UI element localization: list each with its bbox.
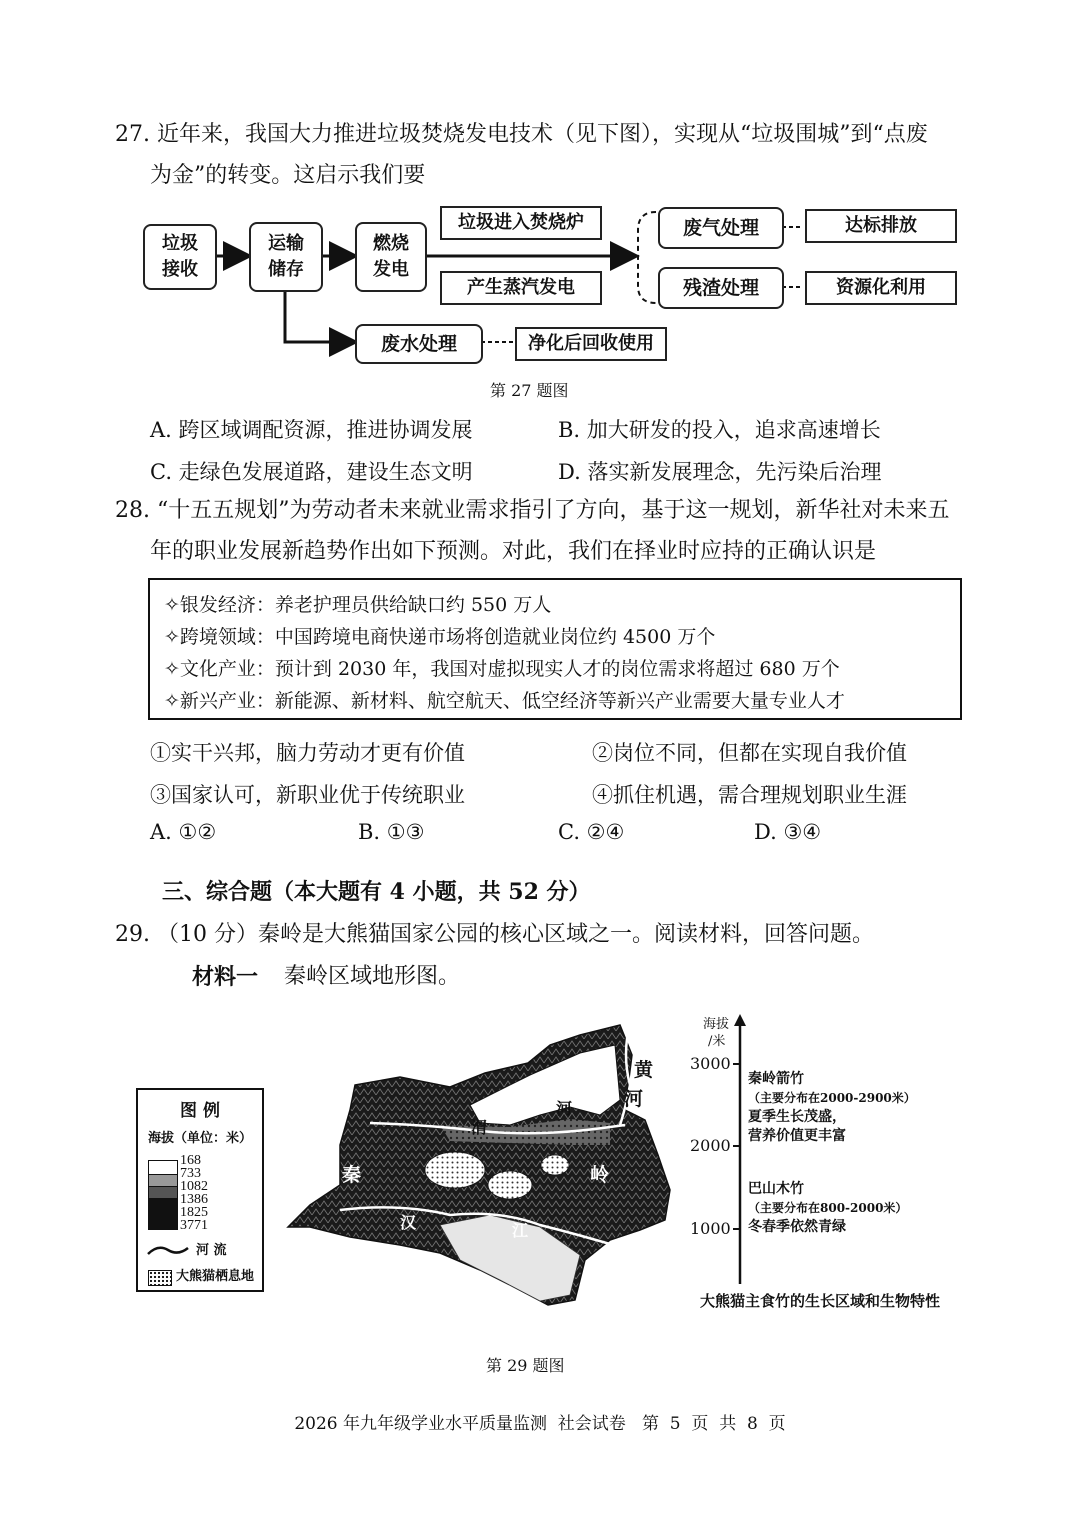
- map-label: 秦: [342, 1164, 362, 1186]
- q28-option-b: B. ①③: [358, 820, 425, 844]
- flow-gas-box: 废气处理: [658, 207, 784, 249]
- legend-swatch-4: [148, 1198, 178, 1230]
- map-label: 岭: [590, 1164, 610, 1186]
- map-legend: [136, 1088, 264, 1292]
- map-habitat-patch: [541, 1155, 569, 1175]
- legend-level: 1825: [180, 1205, 208, 1220]
- legend-level: 733: [180, 1166, 201, 1181]
- flow-receive-box: 垃圾 接收: [143, 224, 217, 290]
- bamboo-1-desc: 夏季生长茂盛，: [748, 1109, 846, 1125]
- flow-burn-box: 燃烧 发电: [355, 222, 427, 292]
- bamboo-2-range: （主要分布在800-2000米）: [748, 1201, 908, 1215]
- q27-option-b: B. 加大研发的投入，追求高速增长: [558, 418, 881, 442]
- flow-reuse-box: 净化后回收使用: [515, 327, 667, 361]
- axis-unit: /米: [708, 1034, 726, 1049]
- material-one-text: 秦岭区域地形图。: [284, 964, 461, 989]
- bamboo-1-range: （主要分布在2000-2900米）: [748, 1091, 916, 1105]
- flow-residue-box: 残渣处理: [658, 267, 784, 309]
- flow-emission-box: 达标排放: [805, 209, 957, 243]
- axis-label: 海拔: [703, 1017, 730, 1032]
- bamboo-1-name: 秦岭箭竹: [748, 1071, 804, 1087]
- map-label: 河: [624, 1088, 644, 1110]
- q28-stem-line2: 年的职业发展新趋势作出如下预测。对此，我们在择业时应持的正确认识是: [150, 539, 877, 564]
- q27-option-a: A. 跨区域调配资源，推进协调发展: [150, 418, 473, 442]
- info-line-cross-border: ✧跨境领域：中国跨境电商快递市场将创造就业岗位约 4500 万个: [164, 626, 716, 648]
- map-label: 黄: [634, 1059, 654, 1081]
- q29-figure-caption: 第 29 题图: [486, 1356, 565, 1375]
- material-one-label: 材料一: [192, 964, 259, 990]
- q28-statement-3: ③国家认可，新职业优于传统职业: [150, 783, 465, 807]
- legend-level: 168: [180, 1153, 201, 1168]
- q27-option-c: C. 走绿色发展道路，建设生态文明: [150, 460, 473, 484]
- info-line-culture: ✧文化产业：预计到 2030 年，我国对虚拟现实人才的岗位需求将超过 680 万个: [164, 658, 840, 680]
- q27-stem-line2: 为金”的转变。这启示我们要: [150, 163, 426, 188]
- bamboo-chart-caption: 大熊猫主食竹的生长区域和生物特性: [700, 1292, 941, 1310]
- q27-flowchart: [0, 0, 1080, 400]
- page-footer: 2026 年九年级学业水平质量监测 社会试卷 第 5 页 共 8 页: [294, 1414, 786, 1434]
- q28-statement-4: ④抓住机遇，需合理规划职业生涯: [592, 783, 907, 807]
- q28-statement-1: ①实干兴邦，脑力劳动才更有价值: [150, 741, 465, 765]
- q27-figure-caption: 第 27 题图: [490, 381, 569, 400]
- q27-stem-line1: 27. 近年来，我国大力推进垃圾焚烧发电技术（见下图），实现从“垃圾围城”到“点废: [115, 122, 928, 147]
- flow-resource-box: 资源化利用: [805, 271, 957, 305]
- q28-statement-2: ②岗位不同，但都在实现自我价值: [592, 741, 907, 765]
- q28-option-a: A. ①②: [150, 820, 217, 844]
- map-habitat-patch: [488, 1171, 532, 1199]
- q29-stem: 29. （10 分）秦岭是大熊猫国家公园的核心区域之一。阅读材料，回答问题。: [115, 922, 874, 947]
- qinling-terrain-map: [280, 1015, 680, 1315]
- map-label: 河: [556, 1099, 573, 1118]
- info-line-silver-economy: ✧银发经济：养老护理员供给缺口约 550 万人: [164, 594, 552, 616]
- flow-transport-box: 运输 储存: [249, 222, 323, 292]
- legend-level: 1386: [180, 1192, 208, 1207]
- info-line-emerging: ✧新兴产业：新能源、新材料、航空航天、低空经济等新兴产业需要大量专业人才: [164, 690, 845, 712]
- legend-habitat-swatch: [148, 1270, 172, 1286]
- legend-habitat-label: 大熊猫栖息地: [176, 1269, 255, 1284]
- legend-river-label: 河 流: [196, 1243, 227, 1258]
- bamboo-1-info: [748, 1070, 916, 1146]
- legend-levels: [180, 1154, 208, 1232]
- q28-option-d: D. ③④: [754, 820, 822, 844]
- section-3-heading: 三、综合题（本大题有 4 小题，共 52 分）: [162, 879, 591, 905]
- flow-enter-furnace: 垃圾进入焚烧炉: [440, 206, 602, 240]
- map-label: 江: [512, 1221, 529, 1240]
- axis-tick: 1000: [690, 1219, 731, 1238]
- q28-info-box: [148, 578, 962, 720]
- legend-river-icon: [146, 1242, 190, 1258]
- bamboo-1-desc: 营养价值更丰富: [748, 1128, 846, 1144]
- bamboo-2-info: [748, 1180, 907, 1237]
- legend-subtitle: 海拔（单位：米）: [148, 1131, 253, 1146]
- bamboo-2-desc: 冬春季依然青绿: [748, 1219, 846, 1235]
- flow-steam: 产生蒸汽发电: [440, 271, 602, 305]
- legend-title: 图 例: [180, 1101, 220, 1121]
- bamboo-2-name: 巴山木竹: [748, 1181, 804, 1197]
- map-label: 汉: [400, 1213, 417, 1232]
- map-habitat-patch: [425, 1152, 485, 1188]
- axis-tick: 3000: [690, 1054, 731, 1073]
- flow-wastewater-box: 废水处理: [355, 324, 483, 364]
- legend-level: 3771: [180, 1218, 208, 1233]
- q28-option-c: C. ②④: [558, 820, 625, 844]
- axis-tick: 2000: [690, 1136, 731, 1155]
- q28-stem-line1: 28. “十五五规划”为劳动者未来就业需求指引了方向，基于这一规划，新华社对未来五: [115, 498, 950, 523]
- map-label: 渭: [471, 1118, 488, 1137]
- legend-level: 1082: [180, 1179, 208, 1194]
- q27-option-d: D. 落实新发展理念，先污染后治理: [558, 460, 882, 484]
